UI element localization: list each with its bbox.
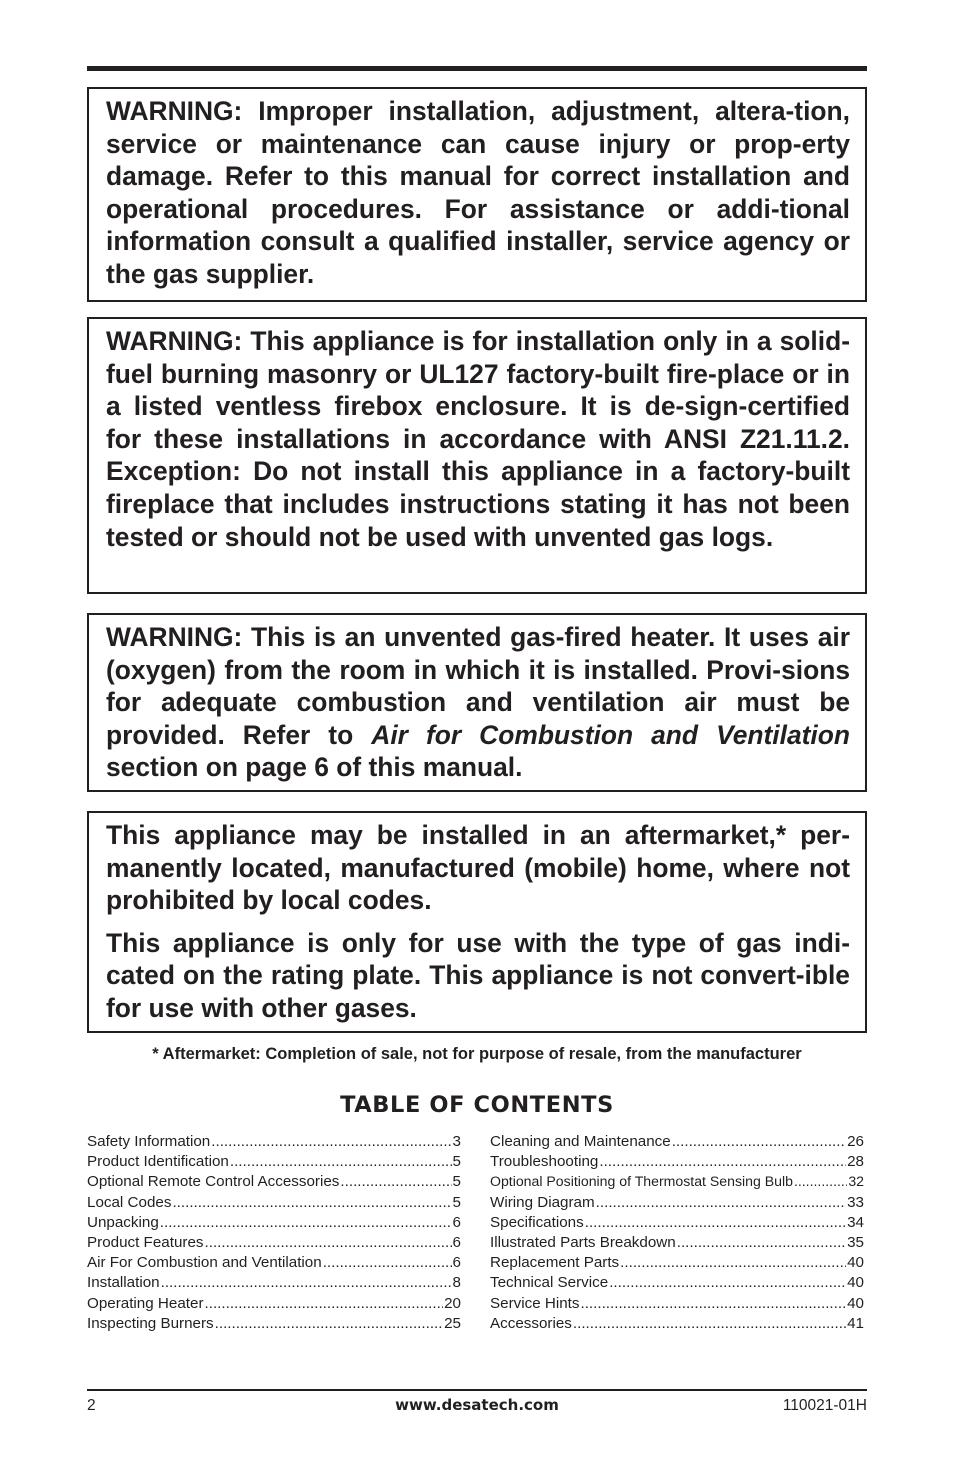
toc-entry [87, 1153, 461, 1173]
toc-leader-dots [672, 1133, 846, 1150]
toc-entry-page: 35 [847, 1233, 864, 1251]
toc-entry-title: Illustrated Parts Breakdown [490, 1233, 676, 1251]
toc-entry-page: 3 [452, 1133, 461, 1150]
toc-entry-page: 6 [452, 1213, 461, 1231]
toc-entry-page: 28 [847, 1153, 864, 1171]
toc-leader-dots [677, 1234, 846, 1251]
warning-text-unvented-start: WARNING: This is an unvented gas-fired heater. It uses air (oxygen) from the room in which it is installed. Provi-sions for adequate combustion and ventilation air must be provided. Refer to [106, 622, 850, 750]
toc-entry-title: Inspecting Burners [87, 1314, 214, 1332]
warning-box-unvented [87, 613, 867, 792]
toc-entry-page: 5 [452, 1193, 461, 1211]
toc-leader-dots [230, 1153, 452, 1170]
toc-entry-page: 41 [847, 1314, 864, 1332]
toc-entry [87, 1234, 461, 1254]
toc-leader-dots [323, 1254, 452, 1271]
toc-leader-dots [161, 1274, 452, 1291]
toc-entry-page: 8 [452, 1274, 461, 1292]
warning-text-fireplace: WARNING: This appliance is for installation only in a solid-fuel burning masonry or UL127 factory-built fire-place or in a listed ventless firebox enclosure. It is de-sign-certified for these installations in accordance with ANSI Z21.11.2. Exception: Do not install this appliance in a factory-built fireplace that includes instructions stating it has not been tested or should not be used with unvented gas logs. [106, 326, 850, 552]
toc-leader-dots [609, 1274, 846, 1291]
bottom-rule [87, 1389, 867, 1391]
toc-entry-title: Local Codes [87, 1193, 172, 1211]
toc-entry-title: Installation [87, 1274, 160, 1292]
toc-entry-title: Product Features [87, 1233, 204, 1251]
toc-leader-dots [585, 1214, 846, 1231]
toc-entry [87, 1194, 461, 1214]
toc-entry-title: Troubleshooting [490, 1153, 599, 1171]
toc-leader-dots [215, 1315, 443, 1332]
toc-entry-title: Unpacking [87, 1213, 159, 1231]
toc-entry [490, 1274, 864, 1294]
toc-entry-page: 32 [848, 1173, 864, 1190]
toc-entry-title: Specifications [490, 1213, 584, 1231]
toc-entry [87, 1315, 461, 1335]
toc-entry [490, 1254, 864, 1274]
toc-right-column [490, 1133, 864, 1335]
warning-text-unvented [106, 621, 850, 784]
toc-leader-dots [580, 1295, 846, 1312]
toc-entry-title: Replacement Parts [490, 1254, 620, 1272]
toc-entry [490, 1153, 864, 1173]
toc-entry [490, 1133, 864, 1153]
toc-entry [490, 1295, 864, 1315]
toc-leader-dots [599, 1153, 846, 1170]
toc-entry [490, 1234, 864, 1254]
notice-text-gas-type: This appliance is only for use with the type of gas indi-cated on the rating plate. This appliance is not convert-ible for use with other gases. [106, 927, 850, 1023]
page-number: 2 [87, 1397, 96, 1414]
website-url: www.desatech.com [395, 1396, 559, 1414]
toc-leader-dots [205, 1234, 452, 1251]
toc-entry-page: 20 [444, 1294, 461, 1312]
notice-box-mobile-home-gas [87, 811, 867, 1033]
toc-entry-title: Optional Remote Control Accessories [87, 1173, 340, 1191]
toc-entry [490, 1315, 864, 1335]
toc-title: TABLE OF CONTENTS [340, 1092, 614, 1118]
toc-entry-page: 5 [452, 1173, 461, 1191]
toc-leader-dots [596, 1194, 846, 1211]
notice-text-mobile-home: This appliance may be installed in an aftermarket,* per-manently located, manufactured (mobile) home, where not prohibited by local codes. [106, 820, 850, 916]
top-rule [87, 66, 867, 71]
toc-entry-title: Technical Service [490, 1274, 609, 1292]
toc-entry [87, 1254, 461, 1274]
toc-entry-title: Wiring Diagram [490, 1193, 595, 1211]
toc-entry-page: 40 [847, 1254, 864, 1272]
toc-entry-title: Optional Positioning of Thermostat Sensing Bulb [490, 1173, 793, 1190]
toc-entry-page: 26 [847, 1133, 864, 1150]
toc-entry-page: 33 [847, 1193, 864, 1211]
toc-entry-title: Product Identification [87, 1153, 229, 1171]
toc-entry [87, 1133, 461, 1153]
warning-text-unvented-section-ref: Air for Combustion and Ventilation [371, 719, 850, 750]
toc-leader-dots [340, 1173, 451, 1190]
toc-entry-title: Cleaning and Maintenance [490, 1133, 671, 1150]
document-code: 110021-01H [782, 1397, 867, 1414]
toc-entry-title: Safety Information [87, 1133, 211, 1150]
toc-entry-page: 6 [452, 1233, 461, 1251]
toc-entry-page: 34 [847, 1213, 864, 1231]
warning-box-fireplace [87, 317, 867, 594]
toc-entry [87, 1214, 461, 1234]
toc-leader-dots [205, 1295, 444, 1312]
toc-entry-page: 5 [452, 1153, 461, 1171]
toc-entry [87, 1295, 461, 1315]
toc-entry-title: Accessories [490, 1314, 572, 1332]
warning-text-installation: WARNING: Improper installation, adjustment, altera-tion, service or maintenance can cause injury or prop-erty damage. Refer to this manual for correct installation and operational procedures. For assistance or addi-tional information consult a qualified installer, service agency or the gas supplier. [106, 96, 850, 289]
warning-text-unvented-end: section on page 6 of this manual. [106, 752, 523, 783]
toc-entry-title: Service Hints [490, 1294, 580, 1312]
toc-leader-dots [794, 1173, 847, 1189]
toc-leader-dots [573, 1315, 846, 1332]
toc-entry [490, 1173, 864, 1193]
toc-entry [490, 1194, 864, 1214]
toc-leader-dots [160, 1214, 452, 1231]
toc-leader-dots [172, 1194, 451, 1211]
aftermarket-footnote: * Aftermarket: Completion of sale, not for purpose of resale, from the manufacturer [152, 1045, 802, 1063]
toc-entry-title: Air For Combustion and Ventilation [87, 1254, 322, 1272]
toc-left-column [87, 1133, 461, 1335]
toc-entry-page: 40 [847, 1294, 864, 1312]
toc-entry-page: 25 [444, 1314, 461, 1332]
toc-leader-dots [211, 1133, 451, 1150]
toc-entry [87, 1173, 461, 1193]
toc-entry [87, 1274, 461, 1294]
toc-entry-page: 6 [452, 1254, 461, 1272]
warning-box-installation [87, 87, 867, 302]
toc-entry-page: 40 [847, 1274, 864, 1292]
toc-entry [490, 1214, 864, 1234]
toc-leader-dots [620, 1254, 846, 1271]
toc-entry-title: Operating Heater [87, 1294, 204, 1312]
